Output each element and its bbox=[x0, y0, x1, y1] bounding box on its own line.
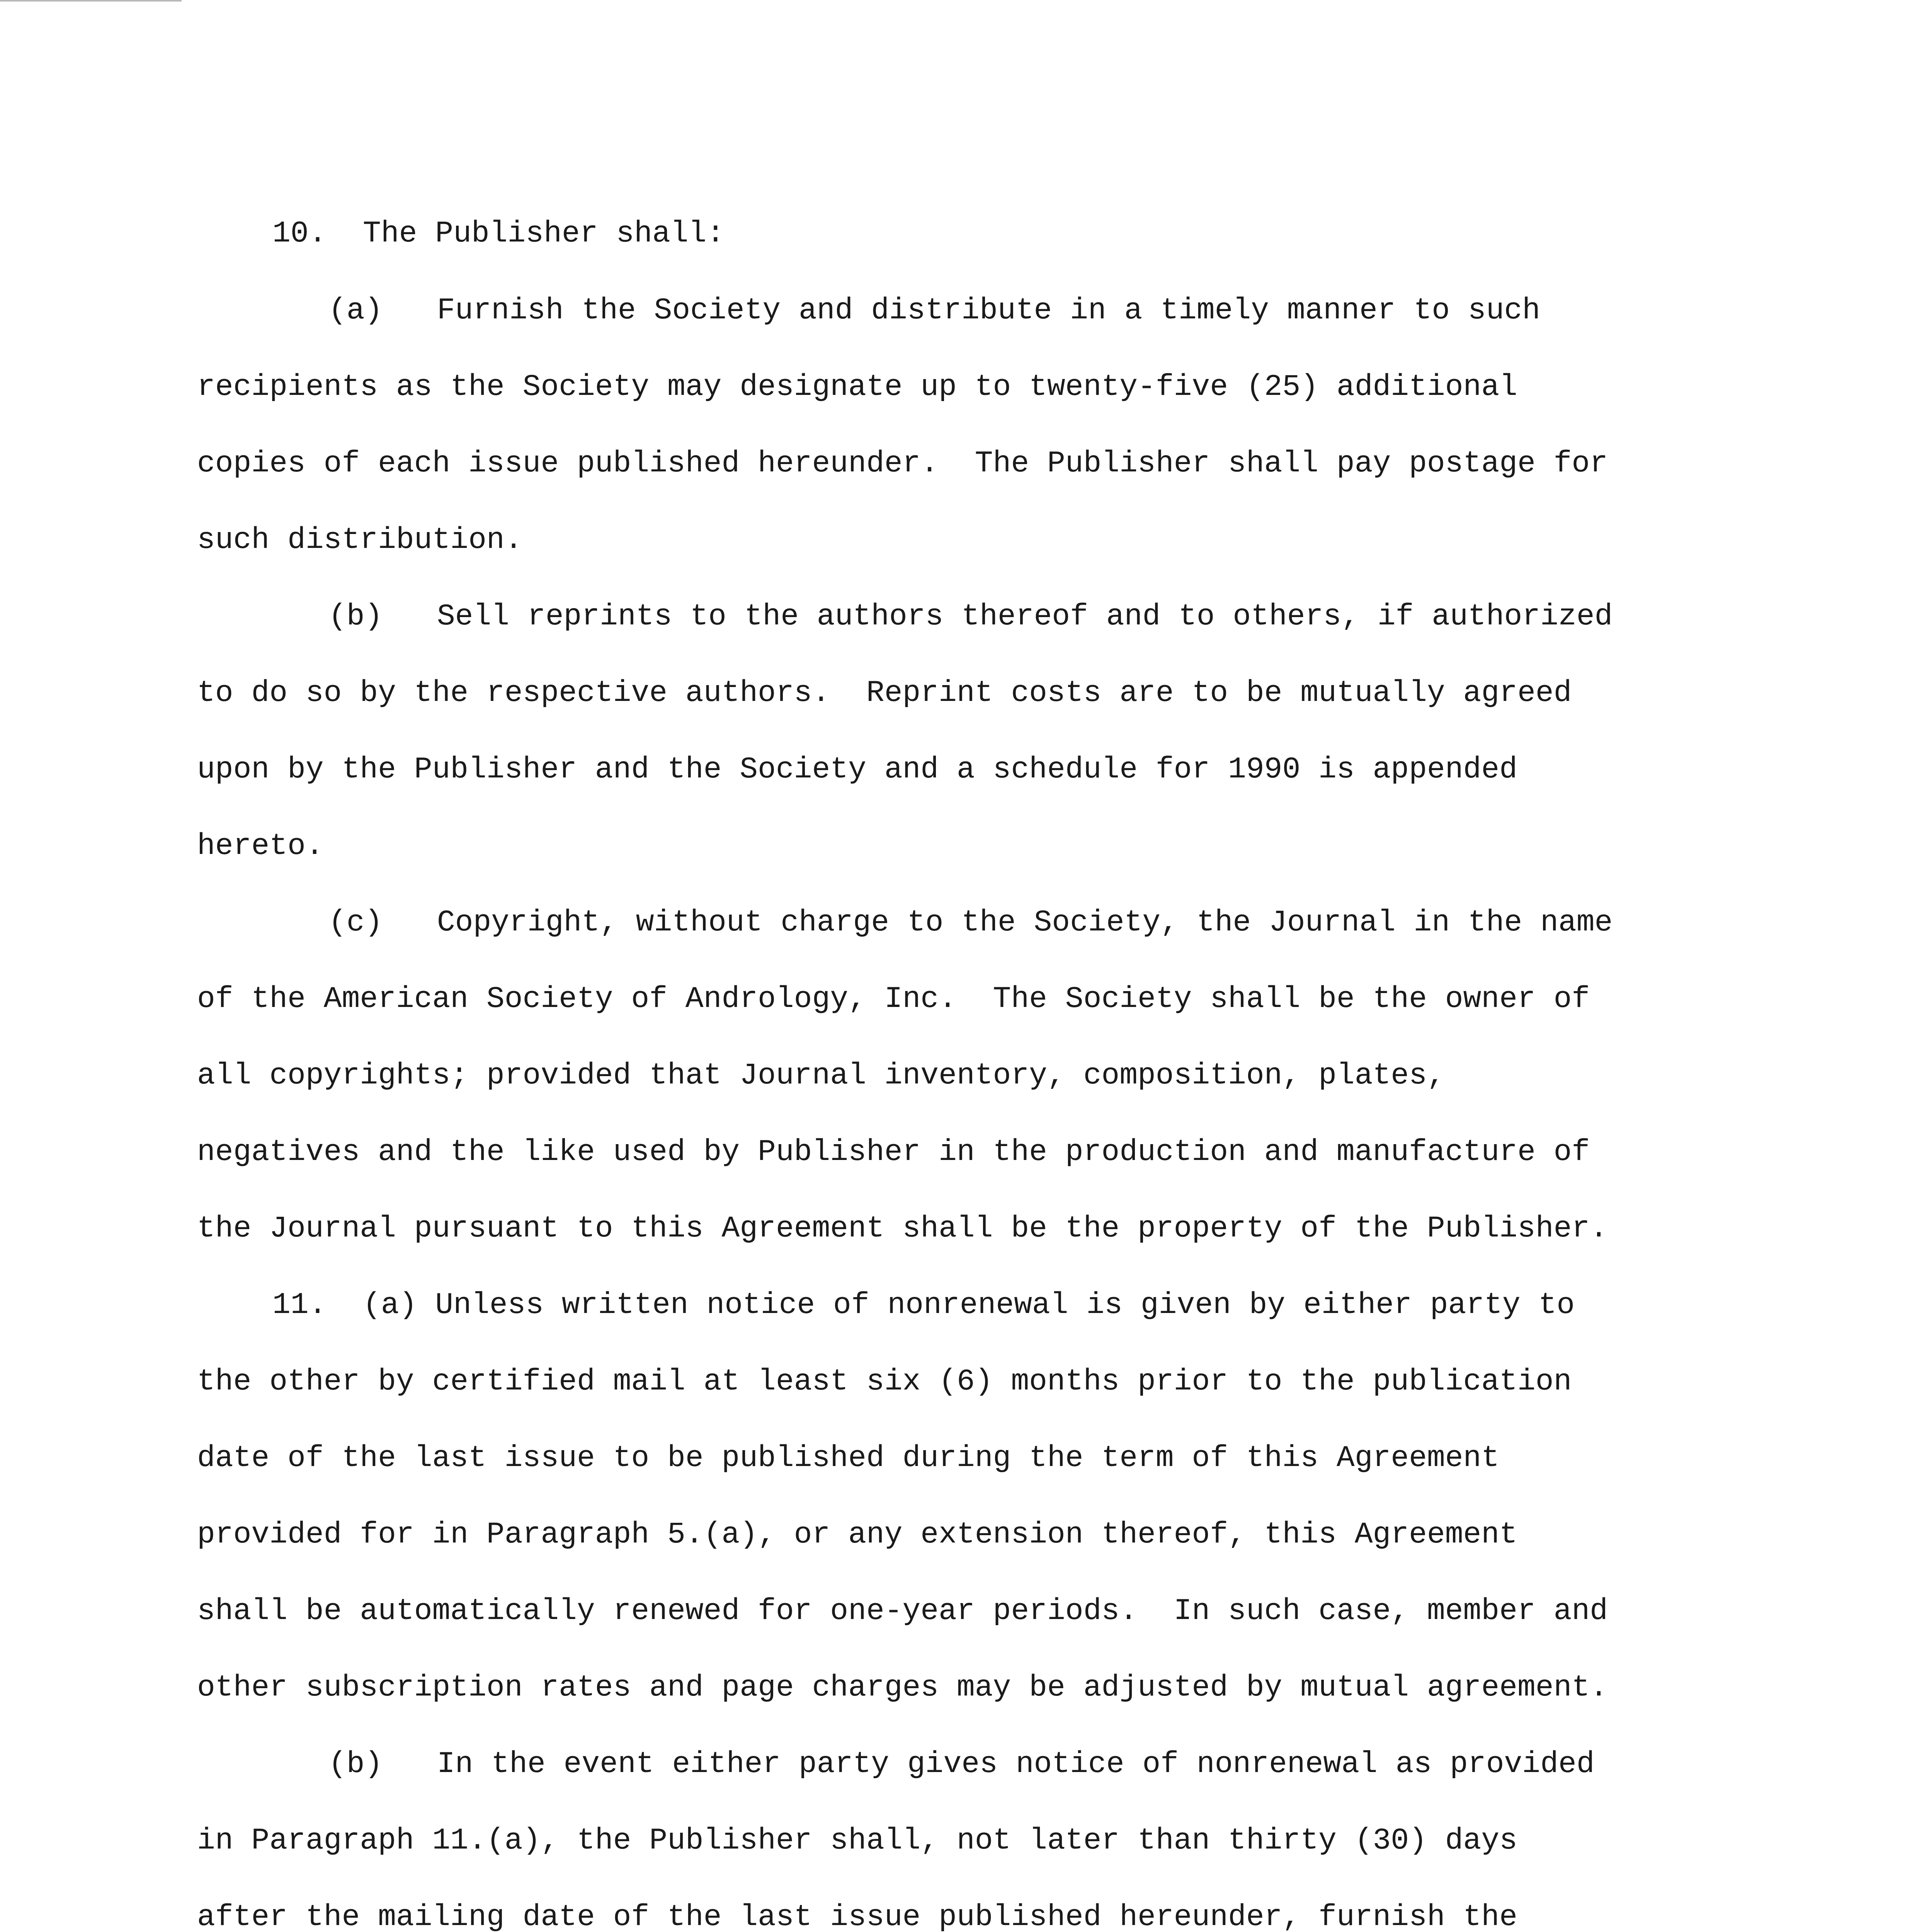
clause-11a-line: provided for in Paragraph 5.(a), or any extension thereof, this Agreement bbox=[197, 1518, 1517, 1552]
scan-edge-mark bbox=[0, 0, 182, 2]
clause-10b-line: to do so by the respective authors. Reprint costs are to be mutually agreed bbox=[197, 676, 1572, 710]
clause-10c-line: of the American Society of Andrology, Inc. The Society shall be the owner of bbox=[197, 982, 1590, 1016]
clause-10c-line: negatives and the like used by Publisher in the production and manufacture of bbox=[197, 1135, 1590, 1169]
clause-11b-line: (b) In the event either party gives notice of nonrenewal as provided bbox=[328, 1747, 1595, 1781]
clause-11a-line: date of the last issue to be published during the term of this Agreement bbox=[197, 1441, 1500, 1475]
clause-10a-line: such distribution. bbox=[197, 523, 523, 557]
paragraph-10-heading: 10. The Publisher shall: bbox=[272, 217, 725, 251]
clause-10b-line: (b) Sell reprints to the authors thereof and to others, if authorized bbox=[328, 600, 1613, 634]
clause-10a-line: copies of each issue published hereunder. The Publisher shall pay postage for bbox=[197, 447, 1608, 481]
clause-11a-line: shall be automatically renewed for one-year periods. In such case, member and bbox=[197, 1594, 1608, 1628]
clause-10a-line: (a) Furnish the Society and distribute in a timely manner to such bbox=[328, 294, 1541, 328]
clause-11a-line: the other by certified mail at least six (6) months prior to the publication bbox=[197, 1365, 1572, 1399]
clause-11a-line: other subscription rates and page charges may be adjusted by mutual agreement. bbox=[197, 1671, 1608, 1705]
clause-11b-line: after the mailing date of the last issue published hereunder, furnish the bbox=[197, 1900, 1517, 1932]
clause-10a-line: recipients as the Society may designate up to twenty-five (25) additional bbox=[197, 370, 1517, 404]
clause-10b-line: hereto. bbox=[197, 829, 324, 863]
clause-11b-line: in Paragraph 11.(a), the Publisher shall, not later than thirty (30) days bbox=[197, 1824, 1517, 1858]
clause-10c-line: (c) Copyright, without charge to the Society, the Journal in the name bbox=[328, 906, 1613, 940]
clause-10c-line: all copyrights; provided that Journal inventory, composition, plates, bbox=[197, 1059, 1445, 1093]
clause-10b-line: upon by the Publisher and the Society and a schedule for 1990 is appended bbox=[197, 753, 1517, 787]
clause-10c-line: the Journal pursuant to this Agreement shall be the property of the Publisher. bbox=[197, 1212, 1608, 1246]
clause-11a-line: 11. (a) Unless written notice of nonrenewal is given by either party to bbox=[272, 1288, 1575, 1322]
